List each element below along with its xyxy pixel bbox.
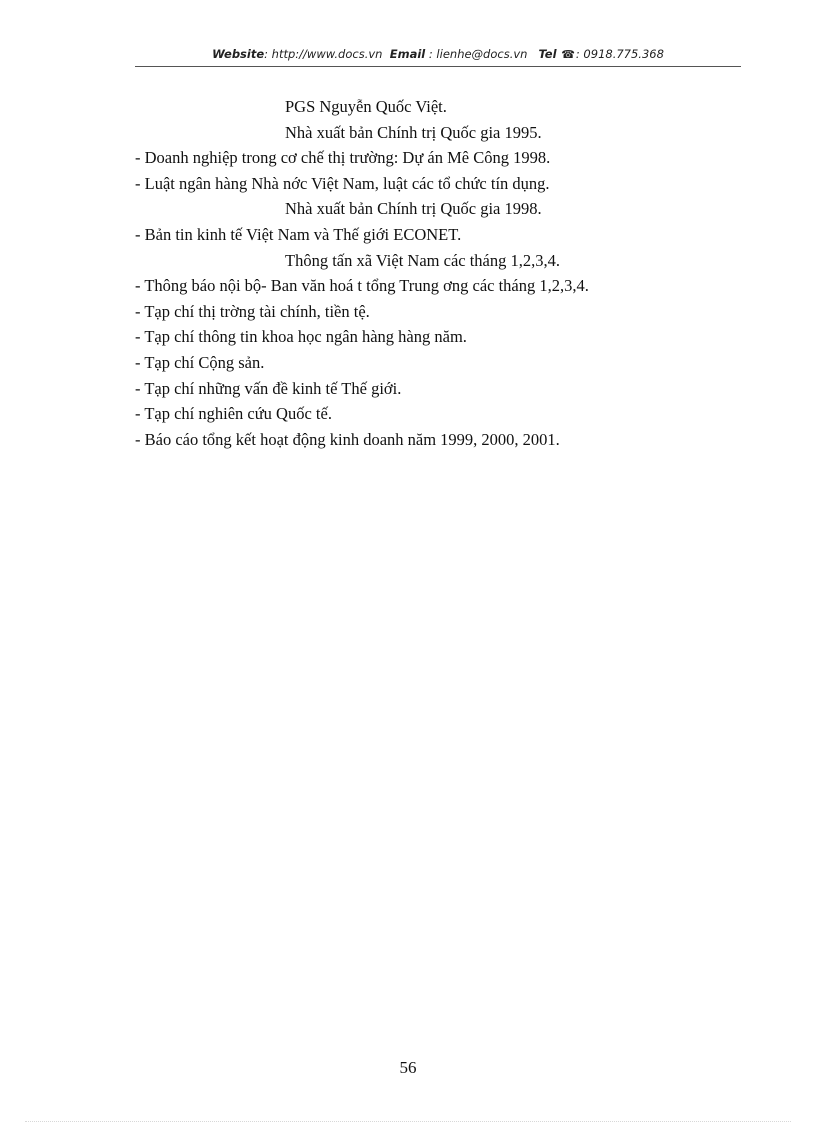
list-item: - Doanh nghiệp trong cơ chế thị trường: Dự án Mê Công 1998. <box>135 148 551 168</box>
list-item: - Tạp chí thông tin khoa học ngân hàng hàng năm. <box>135 327 467 347</box>
list-item: Thông tấn xã Việt Nam các tháng 1,2,3,4. <box>285 250 561 270</box>
list-item: Nhà xuất bản Chính trị Quốc gia 1995. <box>285 122 542 142</box>
website-url: : http://www.docs.vn <box>264 47 383 61</box>
list-item: - Luật ngân hàng Nhà nớc Việt Nam, luật các tổ chức tín dụng. <box>135 173 550 193</box>
list-item: PGS Nguyễn Quốc Việt. <box>285 97 447 116</box>
email-label: Email <box>389 47 426 61</box>
tel-label: Tel <box>538 47 557 61</box>
list-item: - Tạp chí những vấn đề kinh tế Thế giới. <box>135 378 402 398</box>
page-bottom-divider <box>25 1121 791 1122</box>
list-item: - Báo cáo tổng kết hoạt động kinh doanh năm 1999, 2000, 2001. <box>135 429 560 449</box>
header-divider <box>135 66 741 67</box>
page-number: 56 <box>399 1058 417 1077</box>
page-header <box>135 47 741 65</box>
list-item: - Tạp chí Cộng sản. <box>135 352 265 372</box>
list-item: - Bản tin kinh tế Việt Nam và Thế giới ECONET. <box>135 224 462 244</box>
reference-list <box>135 94 741 452</box>
tel-number: : 0918.775.368 <box>575 47 664 61</box>
email-address: : lienhe@docs.vn <box>428 47 528 61</box>
website-label: Website <box>212 47 265 61</box>
list-item: - Tạp chí nghiên cứu Quốc tế. <box>135 404 332 424</box>
list-item: - Thông báo nội bộ- Ban văn hoá t tổng Trung ơng các tháng 1,2,3,4. <box>135 276 589 296</box>
phone-icon: ☎ <box>561 48 575 61</box>
list-item: - Tạp chí thị trờng tài chính, tiền tệ. <box>135 301 370 321</box>
list-item: Nhà xuất bản Chính trị Quốc gia 1998. <box>285 199 542 219</box>
